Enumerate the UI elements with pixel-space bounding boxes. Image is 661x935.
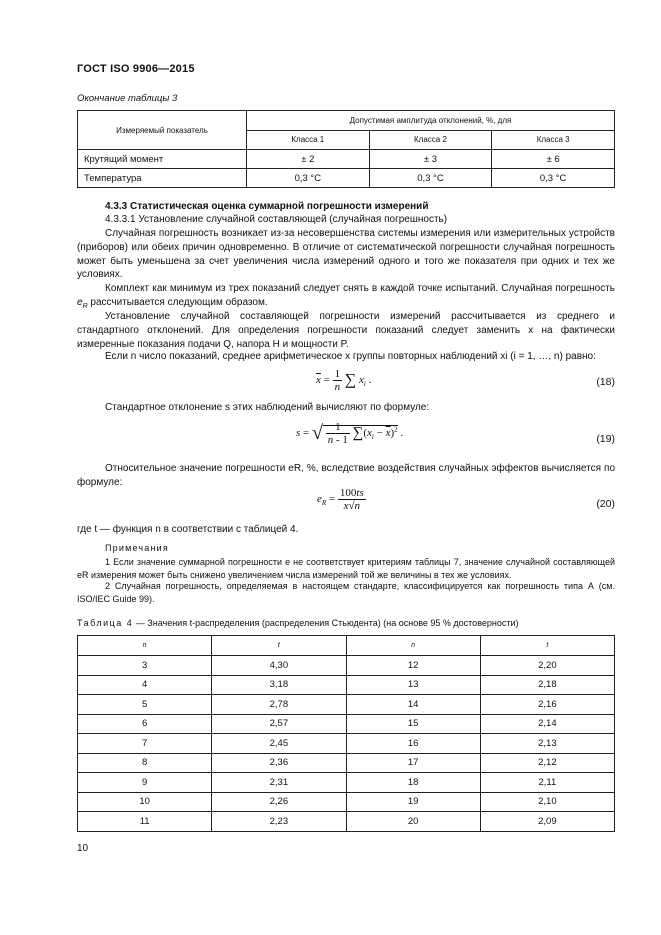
equation-18: $\overline{x}$ = $\frac{1}{n}$ ∑ $x_i$ . bbox=[316, 368, 372, 393]
document-code: ГОСТ ISO 9906—2015 bbox=[77, 63, 195, 75]
table-row bbox=[78, 695, 615, 715]
table4-cell: 9 bbox=[78, 773, 212, 793]
table4-cell: 12 bbox=[346, 656, 480, 676]
table4-caption-lead: Таблица 4 bbox=[77, 618, 134, 628]
table3-cell: ± 3 bbox=[369, 150, 492, 169]
table4-cell: 2,11 bbox=[480, 773, 614, 793]
notes-title: Примечания bbox=[105, 543, 169, 553]
table3-param-header: Измеряемый показатель bbox=[78, 111, 247, 150]
table-row bbox=[78, 812, 615, 832]
table3-cell: ± 2 bbox=[247, 150, 370, 169]
table-row bbox=[78, 773, 615, 793]
note-2: 2 Случайная погрешность, определяемая в настоящем стандарте, классифицируется как погрешность типа А (см. ISO/IEC Guide 99). bbox=[77, 581, 615, 604]
table4-cell: 2,20 bbox=[480, 656, 614, 676]
equation-19-number: (19) bbox=[596, 433, 615, 445]
table4-header: n bbox=[346, 636, 480, 656]
table4-cell: 6 bbox=[78, 714, 212, 734]
table3 bbox=[77, 110, 615, 188]
table-row bbox=[78, 734, 615, 754]
table-row bbox=[78, 675, 615, 695]
table4-cell: 17 bbox=[346, 753, 480, 773]
table4-cell: 5 bbox=[78, 695, 212, 715]
table4-cell: 11 bbox=[78, 812, 212, 832]
table4-cell: 2,31 bbox=[212, 773, 346, 793]
table4-cell: 20 bbox=[346, 812, 480, 832]
table4-cell: 2,10 bbox=[480, 792, 614, 812]
table3-class-header: Класса 3 bbox=[492, 130, 615, 150]
equation-19: s = √ $\frac{1}{n - 1}$ $\sum(x_i - \overline{x})^2$ . bbox=[296, 421, 404, 446]
table3-cell: 0,3 °C bbox=[369, 169, 492, 188]
subsection-heading: 4.3.3.1 Установление случайной составляющей (случайная погрешность) bbox=[105, 214, 448, 225]
table4-cell: 3 bbox=[78, 656, 212, 676]
table-row bbox=[78, 714, 615, 734]
table-row bbox=[78, 792, 615, 812]
paragraph-3: Установление случайной составляющей погрешности измерений рассчитывается из среднего и стандартного отклонений. Для определения погрешности показаний следует заменить x на фактически измеренные показания подачи Q, напора H и мощности P. bbox=[77, 311, 615, 350]
table-row bbox=[78, 753, 615, 773]
paragraph-4: Если n число показаний, среднее арифметическое x группы повторных наблюдений xi (i = 1, …, n) равно: bbox=[105, 351, 596, 362]
page-number: 10 bbox=[77, 843, 89, 854]
table4-cell: 19 bbox=[346, 792, 480, 812]
paragraph-5: Стандартное отклонение s этих наблюдений вычисляют по формуле: bbox=[105, 402, 430, 413]
equation-18-number: (18) bbox=[596, 376, 615, 388]
paragraph-2-part-b: рассчитывается следующим образом. bbox=[87, 296, 268, 308]
table3-row-name: Крутящий момент bbox=[78, 150, 247, 169]
table4 bbox=[77, 635, 615, 832]
equation-20: $e_R$ = $\frac{100ts}{x√n}$ bbox=[317, 487, 364, 512]
table4-cell: 2,23 bbox=[212, 812, 346, 832]
table4-cell: 2,26 bbox=[212, 792, 346, 812]
table4-cell: 2,14 bbox=[480, 714, 614, 734]
equation-20-number: (20) bbox=[596, 498, 615, 510]
table3-group-header: Допустимая амплитуда отклонений, %, для bbox=[247, 111, 615, 131]
table4-cell: 2,78 bbox=[212, 695, 346, 715]
table4-cell: 3,18 bbox=[212, 675, 346, 695]
table4-cell: 18 bbox=[346, 773, 480, 793]
paragraph-7: где t — функция n в соответствии с таблицей 4. bbox=[77, 524, 299, 535]
table3-caption: Окончание таблицы 3 bbox=[77, 93, 178, 104]
table4-cell: 16 bbox=[346, 734, 480, 754]
table4-cell: 4,30 bbox=[212, 656, 346, 676]
table4-cell: 10 bbox=[78, 792, 212, 812]
table4-cell: 13 bbox=[346, 675, 480, 695]
table4-cell: 2,57 bbox=[212, 714, 346, 734]
table4-cell: 15 bbox=[346, 714, 480, 734]
table4-caption-rest: — Значения t-распределения (распределения Стьюдента) (на основе 95 % достоверности) bbox=[133, 618, 519, 628]
table4-cell: 4 bbox=[78, 675, 212, 695]
table3-cell: ± 6 bbox=[492, 150, 615, 169]
table-row bbox=[78, 656, 615, 676]
table4-header: t bbox=[480, 636, 614, 656]
table4-header: n bbox=[78, 636, 212, 656]
table4-header: t bbox=[212, 636, 346, 656]
paragraph-1: Случайная погрешность возникает из-за несовершенства системы измерения или измерительных устройств (приборов) или обеих причин одновременно. В отличие от систематической погрешности случайная погрешность может быть уменьшена за счет увеличения числа измерений одного и того же показателя при одних и тех же условиях. bbox=[77, 228, 615, 281]
table3-class-header: Класса 2 bbox=[369, 130, 492, 150]
section-heading: 4.3.3 Статистическая оценка суммарной погрешности измерений bbox=[105, 201, 429, 212]
table4-cell: 2,13 bbox=[480, 734, 614, 754]
table3-cell: 0,3 °C bbox=[492, 169, 615, 188]
table4-cell: 2,12 bbox=[480, 753, 614, 773]
table4-cell: 2,09 bbox=[480, 812, 614, 832]
table4-cell: 7 bbox=[78, 734, 212, 754]
table4-cell: 2,16 bbox=[480, 695, 614, 715]
paragraph-2: Комплект как минимум из трех показаний следует снять в каждой точке испытаний. Случайная погрешность $e_R$ рассчитывается следующим образом. bbox=[77, 283, 615, 310]
table4-cell: 14 bbox=[346, 695, 480, 715]
paragraph-6: Относительное значение погрешности eR, %, вследствие воздействия случайных эффектов вычисляется по формуле: bbox=[77, 463, 615, 488]
table4-caption bbox=[77, 618, 519, 628]
table4-cell: 2,18 bbox=[480, 675, 614, 695]
table3-row-name: Температура bbox=[78, 169, 247, 188]
table3-class-header: Класса 1 bbox=[247, 130, 370, 150]
paragraph-2-part-a: Комплект как минимум из трех показаний следует снять в каждой точке испытаний. Случайная погрешность bbox=[105, 283, 615, 294]
table4-cell: 2,45 bbox=[212, 734, 346, 754]
note-1: 1 Если значение суммарной погрешности e не соответствует критериям таблицы 7, значение случайной составляющей eR измерения может быть снижено увеличением числа измерений той же величины в тех же условиях. bbox=[77, 557, 615, 580]
table3-cell: 0,3 °C bbox=[247, 169, 370, 188]
table4-cell: 2,36 bbox=[212, 753, 346, 773]
table4-cell: 8 bbox=[78, 753, 212, 773]
